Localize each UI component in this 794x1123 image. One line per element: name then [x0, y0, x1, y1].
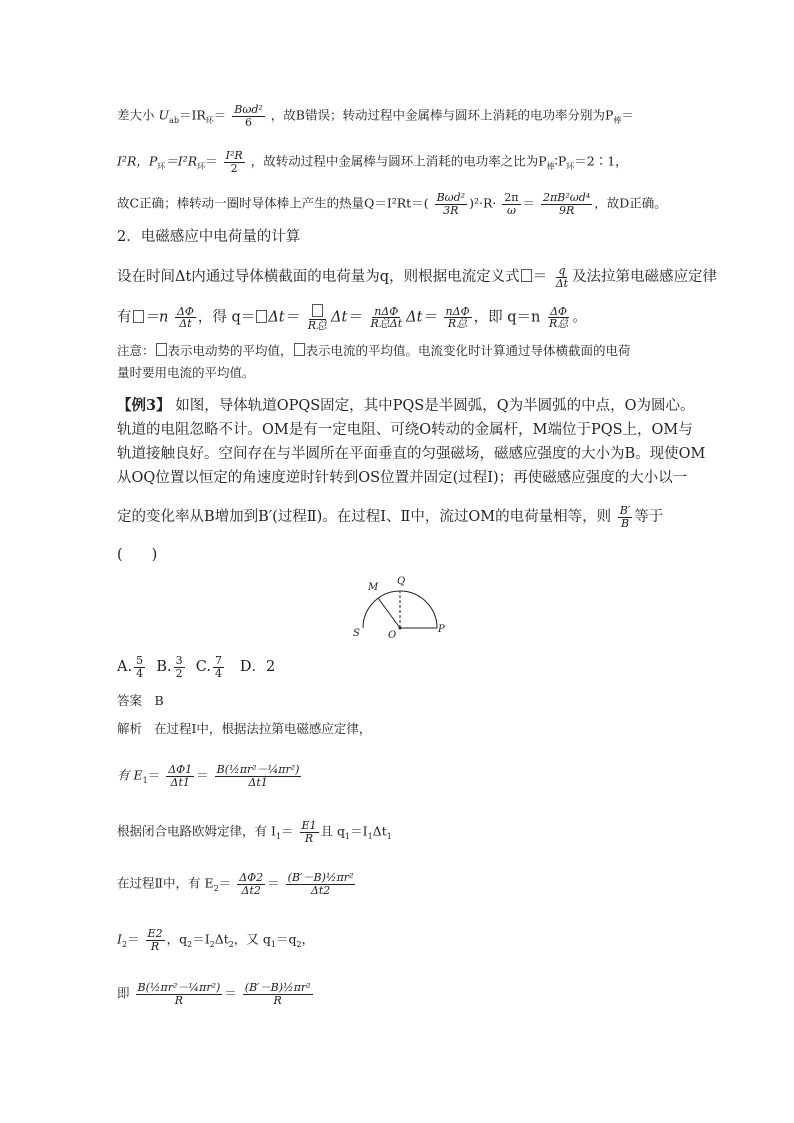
denominator: Δt1: [248, 775, 268, 789]
text: ＝: [218, 875, 232, 891]
text: ∶P: [554, 153, 567, 169]
math-sub: 1: [367, 832, 373, 842]
text: 等于: [634, 509, 664, 526]
fraction: [368, 306, 404, 330]
text-line-2: [117, 150, 628, 176]
text: 且 q: [320, 823, 346, 839]
text: ，又 q: [233, 931, 271, 947]
denominator: Δt2: [310, 883, 331, 897]
fraction: [146, 928, 165, 952]
denominator: R总: [447, 317, 468, 331]
text-line-1: [117, 104, 634, 130]
fraction: [541, 192, 592, 216]
text: ＝: [196, 767, 209, 783]
text: 在过程Ⅰ中，根据法拉第电磁感应定律，: [153, 721, 372, 736]
text: ，得 q＝: [197, 309, 256, 326]
text-line-3: [117, 192, 667, 216]
text: ，: [301, 931, 315, 947]
fraction: [215, 764, 302, 788]
text: ，故转动过程中金属棒与圆环上消耗的电功率之比为P: [250, 153, 547, 169]
numerator: B(½πr²－¼πr²): [216, 763, 300, 776]
math-sub: 2: [187, 940, 193, 950]
text: ，故B错误；转动过程中金属棒与圆环上消耗的电功率分别为P: [270, 107, 614, 123]
math-sub: 环: [157, 162, 166, 172]
text: ，即 q＝n: [473, 309, 541, 326]
numerator: Bωd²: [234, 103, 263, 116]
denominator: 4: [136, 666, 144, 680]
numerator: E2: [147, 927, 163, 940]
text: 即: [117, 985, 130, 1001]
math-sub: 环: [205, 116, 214, 126]
denominator: ω: [506, 203, 516, 217]
math-sub: 2: [121, 940, 128, 950]
numerator: 3: [175, 654, 183, 667]
numerator: nΔΦ: [374, 304, 399, 318]
fraction: [175, 306, 196, 330]
label-s: S: [353, 628, 360, 639]
example-line-1: [117, 397, 695, 415]
denominator: R总: [307, 318, 328, 332]
text: ＝IR: [178, 107, 206, 123]
text: ＝: [224, 985, 237, 1001]
numerator: (B′－B)½πr²: [244, 981, 311, 994]
text: Δt: [372, 823, 387, 839]
fraction: [306, 304, 329, 331]
rod-om: [378, 598, 400, 628]
example-line-4: 从OQ位置以恒定的角速度逆时针转到OS位置并固定(过程Ⅰ)；再使磁感应强度的大小以一: [117, 470, 688, 486]
denominator: 6: [245, 115, 253, 129]
example-tag: 【例3】: [117, 397, 171, 414]
fraction: [213, 655, 224, 679]
fraction: [237, 872, 265, 896]
numerator: 2πB²ωd⁴: [543, 191, 591, 204]
denominator: R: [273, 993, 282, 1007]
denominator: 9R: [558, 203, 575, 217]
denominator: R: [150, 939, 160, 953]
text: ＝: [127, 931, 140, 947]
text: 根据闭合电路欧姆定律，有 I: [117, 823, 276, 839]
numerator: 5: [136, 654, 144, 667]
analysis-eq-2: [117, 872, 357, 898]
text: 差大小: [117, 107, 155, 123]
fraction: [243, 982, 313, 1006]
fraction: [224, 150, 245, 174]
denominator: R总: [548, 317, 569, 331]
answer-brackets: ( ): [117, 547, 158, 563]
denominator: 2: [175, 666, 183, 680]
math-sub: 环: [566, 162, 575, 172]
text: 定的变化率从B增加到B′(过程Ⅱ)。在过程Ⅰ、Ⅱ中，流过OM的电荷量相等，则: [117, 509, 612, 526]
numerator: I²R: [225, 149, 243, 162]
fraction: [174, 655, 185, 679]
fraction: [618, 505, 633, 529]
analysis-line-2: [117, 820, 392, 846]
math-sub: 2: [296, 940, 302, 950]
text: ＝I: [350, 823, 368, 839]
text: 故C正确；棒转动一圈时导体棒上产生的热量Q＝I²Rt＝(: [117, 195, 429, 211]
numerator: ΔΦ: [550, 304, 568, 318]
example-line-5: [117, 505, 663, 529]
numerator: ΔΦ2: [239, 871, 264, 884]
avg-emf-symbol: [312, 304, 323, 317]
math-sub: 2: [209, 940, 215, 950]
numerator: q: [558, 264, 566, 277]
text: 表示电动势的平均值，: [167, 343, 293, 358]
avg-current-symbol: [294, 343, 305, 356]
text: ＝: [621, 107, 634, 123]
text: Δt＝: [331, 309, 362, 326]
math-sub: 环: [197, 162, 206, 172]
math-sub: 1: [386, 832, 392, 842]
text: Δt＝: [406, 309, 437, 326]
numerator: E1: [301, 819, 317, 832]
fraction: [554, 265, 570, 289]
avg-current-symbol: [256, 310, 267, 323]
paragraph-line: [117, 304, 587, 331]
math-sub: 1: [345, 832, 351, 842]
note-line-2: 量时要用电流的平均值。: [117, 365, 255, 380]
avg-emf-symbol: [156, 343, 167, 356]
text: I: [117, 931, 122, 947]
numerator: nΔΦ: [445, 304, 470, 318]
fraction: [300, 820, 319, 844]
option-a-label[interactable]: A.: [117, 659, 133, 676]
section-heading: 2．电磁感应中电荷量的计算: [117, 229, 301, 245]
text: 有: [117, 309, 132, 326]
text: 。: [572, 309, 587, 326]
math-sub: 2: [213, 884, 219, 894]
fraction: [502, 192, 520, 216]
text: ，故D正确。: [594, 195, 667, 211]
text: ＝: [205, 153, 218, 169]
math-sub: 棒: [546, 162, 555, 172]
denominator: 2: [230, 161, 238, 175]
numerator: 7: [214, 654, 222, 667]
options-line: [117, 655, 275, 679]
fraction: [166, 764, 194, 788]
analysis-eq-1: [117, 764, 303, 790]
note-line-1: [117, 342, 631, 360]
example-line-2: 轨道的电阻忽略不计。OM是有一定电阻、可绕O转动的金属杆，M端位于PQS上，OM与: [117, 422, 693, 438]
fraction: [136, 982, 223, 1006]
math-sub: ab: [169, 116, 179, 126]
text: 在过程Ⅱ中，有 E: [117, 875, 214, 891]
analysis-eq-3: [117, 982, 315, 1006]
numerator: 2π: [504, 191, 519, 204]
numerator: B′: [619, 504, 631, 517]
numerator: ΔΦ: [176, 304, 194, 318]
text: ＝: [213, 107, 227, 123]
denominator: Δt1: [170, 775, 190, 789]
denominator: 4: [214, 666, 222, 680]
text: ＝: [522, 195, 536, 211]
text: ＝: [267, 875, 280, 891]
text: ＝2∶1，: [574, 153, 628, 169]
semicircle-figure: [345, 570, 455, 642]
denominator: Δt2: [241, 883, 261, 897]
math-sub: 1: [270, 940, 276, 950]
fraction: [444, 306, 472, 330]
text: ＝q: [275, 931, 297, 947]
text: 有 E: [117, 767, 143, 783]
note-label: 注意：: [117, 343, 155, 358]
answer-line: 答案 B: [117, 693, 164, 708]
numerator: Bωd²: [436, 191, 466, 204]
text: ＝: [532, 269, 548, 286]
label-p: P: [438, 624, 445, 635]
text: ＝I: [192, 931, 210, 947]
text: 如图，导体轨道OPQS固定，其中PQS是半圆弧，Q为半圆弧的中点，O为圆心。: [175, 398, 695, 414]
analysis-label: 解析: [117, 721, 143, 736]
text: Δt: [214, 931, 229, 947]
math-sub: 2: [228, 940, 234, 950]
text: ＝I²R: [165, 153, 198, 169]
text: ＝: [281, 823, 294, 839]
label-m: M: [368, 582, 379, 593]
denominator: Δt: [555, 276, 569, 290]
text: 及法拉第电磁感应定律: [572, 269, 718, 286]
denominator: R: [174, 993, 184, 1007]
denominator: R: [304, 831, 314, 845]
option-d-label[interactable]: D．2: [239, 659, 276, 676]
denominator: 3R: [443, 203, 459, 217]
paragraph-line: [117, 265, 717, 289]
avg-emf-symbol: [133, 310, 144, 323]
text: I²R，P: [117, 153, 158, 169]
fraction: [232, 104, 265, 128]
math-sub: 1: [275, 832, 282, 842]
analysis-line-1: [117, 720, 371, 738]
fraction: [286, 872, 356, 896]
text: Δt＝: [268, 309, 300, 326]
numerator: (B′－B)½πr²: [287, 871, 354, 884]
text: ＝n: [144, 309, 169, 326]
label-o: O: [388, 630, 397, 641]
label-q: Q: [397, 576, 406, 587]
denominator: Δt: [179, 317, 192, 331]
numerator: B(½πr²－¼πr²): [137, 981, 221, 994]
fraction: [435, 192, 468, 216]
fraction: [134, 655, 145, 679]
text: 表示电流的平均值。电流变化时计算通过导体横截面的电荷: [305, 343, 631, 358]
center-point: [399, 627, 402, 630]
denominator: B: [620, 516, 630, 530]
fraction: [547, 306, 570, 330]
text: 设在时间Δt内通过导体横截面的电荷量为q，则根据电流定义式: [117, 269, 520, 286]
math-sub: 1: [142, 776, 148, 786]
option-b-label[interactable]: B.: [156, 659, 172, 676]
text: ＝: [147, 767, 161, 783]
text: ，q: [166, 931, 188, 947]
math-sub: 棒: [613, 116, 622, 126]
text: )²·R·: [469, 195, 497, 211]
example-line-3: 轨道接触良好。空间存在与半圆所在平面垂直的匀强磁场，磁感应强度的大小为B。现使OM: [117, 446, 706, 462]
option-c-label[interactable]: C.: [195, 659, 211, 676]
denominator: R总Δt: [370, 317, 403, 331]
avg-current-symbol: [521, 269, 532, 282]
math-var: U: [158, 107, 170, 123]
analysis-line-3: [117, 928, 314, 954]
numerator: ΔΦ1: [168, 763, 193, 776]
